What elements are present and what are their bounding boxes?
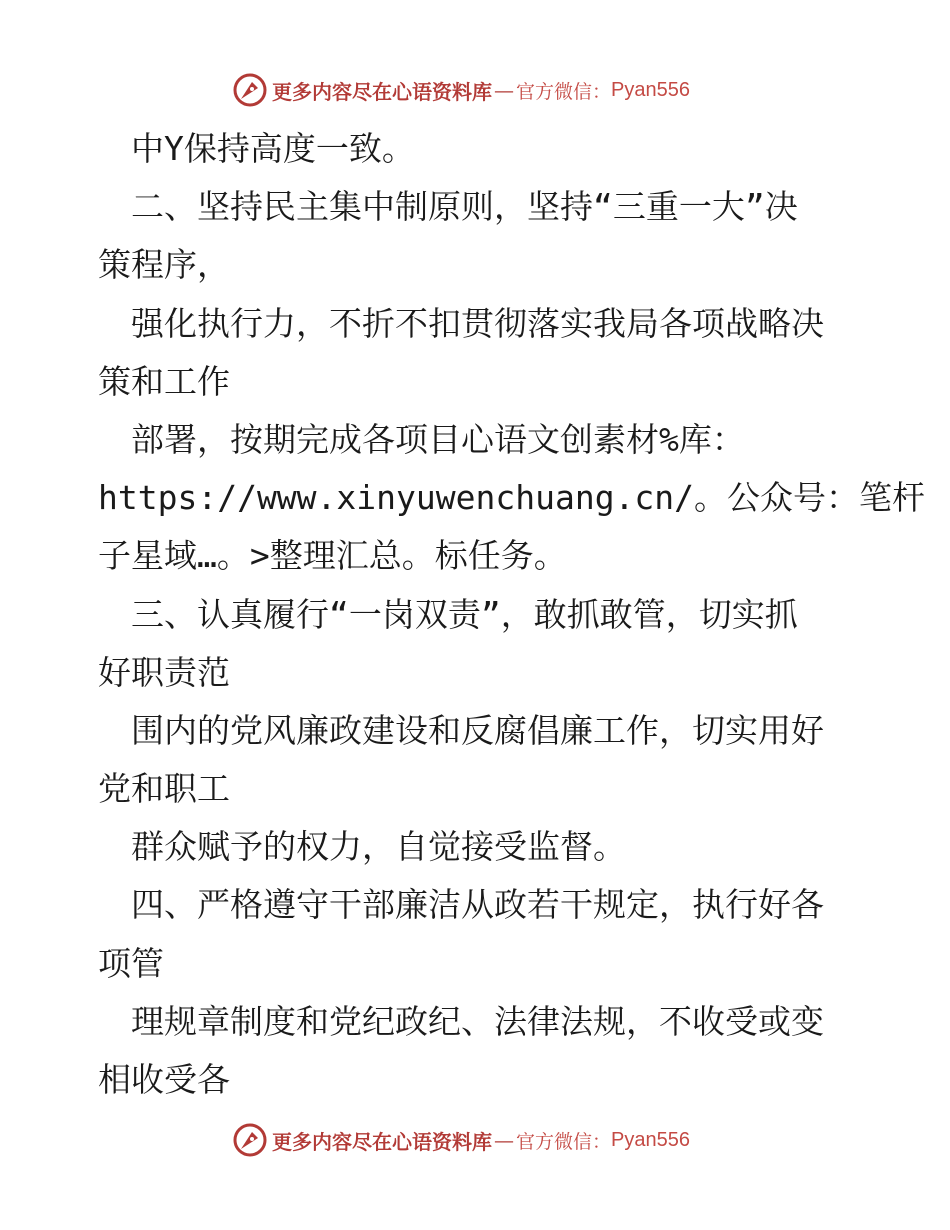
text-line: 围内的党风廉政建设和反腐倡廉工作，切实用好 bbox=[98, 710, 824, 750]
banner-wechat-label: 官方微信： bbox=[516, 1130, 612, 1153]
text-line: 理规章制度和党纪政纪、法律法规，不收受或变 bbox=[98, 1001, 824, 1041]
banner-wechat-id: Pyan556 bbox=[611, 78, 690, 101]
pen-nib-logo-icon bbox=[232, 1122, 268, 1158]
text-line: 群众赋予的权力，自觉接受监督。 bbox=[98, 827, 626, 867]
text-line: 策程序， bbox=[98, 245, 230, 285]
text-line: 子星域…。>整理汇总。标任务。 bbox=[98, 536, 567, 576]
banner-separator: — bbox=[494, 78, 514, 102]
text-line: 三、认真履行“一岗双责”，敢抓敢管，切实抓 bbox=[98, 594, 798, 634]
text-line-url: https://www.xinyuwenchuang.cn/。公众号：笔杆 bbox=[98, 478, 926, 518]
text-line: 二、坚持民主集中制原则，坚持“三重一大”决 bbox=[98, 187, 798, 227]
document-body bbox=[98, 120, 926, 1109]
text-line: 中Y保持高度一致。 bbox=[98, 129, 415, 168]
text-line: 党和职工 bbox=[98, 769, 230, 809]
text-line: 部署，按期完成各项目心语文创素材%库： bbox=[98, 419, 745, 459]
text-line: 好职责范 bbox=[98, 652, 230, 692]
text-line: 强化执行力，不折不扣贯彻落实我局各项战略决 bbox=[98, 303, 824, 343]
text-line: 相收受各 bbox=[98, 1060, 230, 1099]
text-line: 四、严格遵守干部廉洁从政若干规定，执行好各 bbox=[98, 885, 824, 925]
banner-wechat-label: 官方微信： bbox=[516, 80, 612, 103]
banner-title: 更多内容尽在心语资料库 bbox=[272, 1129, 492, 1154]
text-line: 项管 bbox=[98, 943, 164, 983]
banner-separator: — bbox=[494, 1128, 514, 1152]
pen-nib-logo-icon bbox=[232, 72, 268, 108]
footer-banner[interactable] bbox=[232, 1122, 690, 1158]
banner-title: 更多内容尽在心语资料库 bbox=[272, 79, 492, 104]
banner-wechat-id: Pyan556 bbox=[611, 1128, 690, 1151]
text-line: 策和工作 bbox=[98, 361, 230, 401]
header-banner[interactable] bbox=[232, 72, 690, 108]
